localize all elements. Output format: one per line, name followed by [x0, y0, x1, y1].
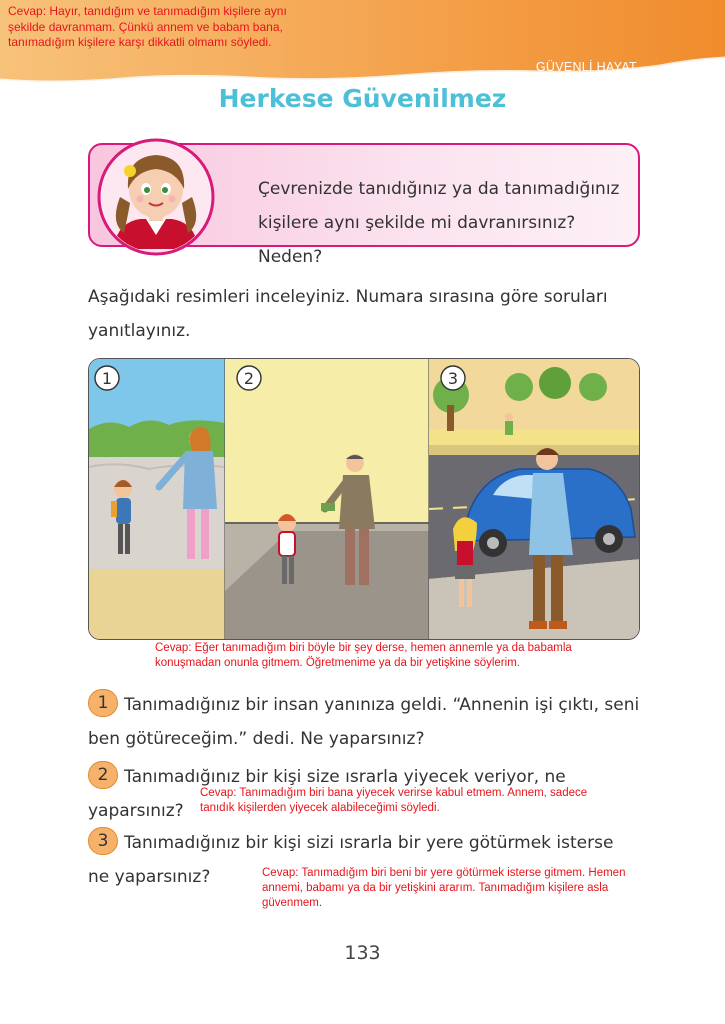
picture-panel-1	[89, 359, 225, 640]
picture-number-3	[441, 366, 465, 390]
top-answer-text: Cevap: Hayır, tanıdığım ve tanımadığım kişilere aynı şekilde davranmam. Çünkü annem ve babam bana, tanımadığım kişilere karşı dikkatli olmamı söyledi.	[8, 4, 287, 49]
pictures-panel	[88, 358, 640, 640]
question-1	[88, 688, 640, 756]
question-number-2: 2	[88, 761, 118, 789]
question-1-text: Tanımadığınız bir insan yanınıza geldi. “Annenin işi çıktı, seni ben götüreceğim.” dedi. Ne yaparsınız?	[88, 695, 640, 749]
picture-number-1	[95, 366, 119, 390]
question-number-3: 3	[88, 827, 118, 855]
question-box-text: Çevrenizde tanıdığınız ya da tanımadığınız kişilere aynı şekilde mi davranırsınız? Neden?	[258, 179, 620, 267]
picture-panel-3	[429, 359, 640, 640]
question-2-text: Tanımadığınız bir kişi size ısrarla yiyecek veriyor, ne yaparsınız?	[88, 767, 566, 821]
question-number-1: 1	[88, 689, 118, 717]
girl-portrait-icon	[96, 137, 216, 257]
intro-text: Aşağıdaki resimleri inceleyiniz. Numara sırasına göre soruları yanıtlayınız.	[88, 287, 608, 341]
question-3-answer: Cevap: Tanımadığım biri beni bir yere götürmek isterse gitmem. Hemen annemi, babamı ya da bir yetişkini ararım. Tanımadığım kişilere asla güvenmem.	[262, 867, 626, 909]
svg-text:1: 1	[101, 369, 113, 388]
picture-number-2	[237, 366, 261, 390]
question-3-text: Tanımadığınız bir kişi sizi ısrarla bir yere götürmek isterse ne yaparsınız?	[88, 833, 614, 887]
svg-text:3: 3	[447, 369, 459, 388]
picture-panel-2	[225, 359, 429, 640]
svg-text:2: 2	[243, 369, 255, 388]
page-title: Herkese Güvenilmez	[218, 84, 507, 113]
question-2-answer: Cevap: Tanımadığım biri bana yiyecek verirse kabul etmem. Annem, sadece tanıdık kişilerden yiyecek alabileceğimi söyledi.	[200, 787, 588, 814]
section-label: GÜVENLİ HAYAT	[535, 60, 637, 74]
pictures-answer-text: Cevap: Eğer tanımadığım biri böyle bir şey derse, hemen annemle ya da babamla konuşmadan onunla gitmem. Öğretmenime ya da bir yetişkine söylerim.	[155, 642, 572, 669]
page-number: 133	[344, 942, 381, 964]
